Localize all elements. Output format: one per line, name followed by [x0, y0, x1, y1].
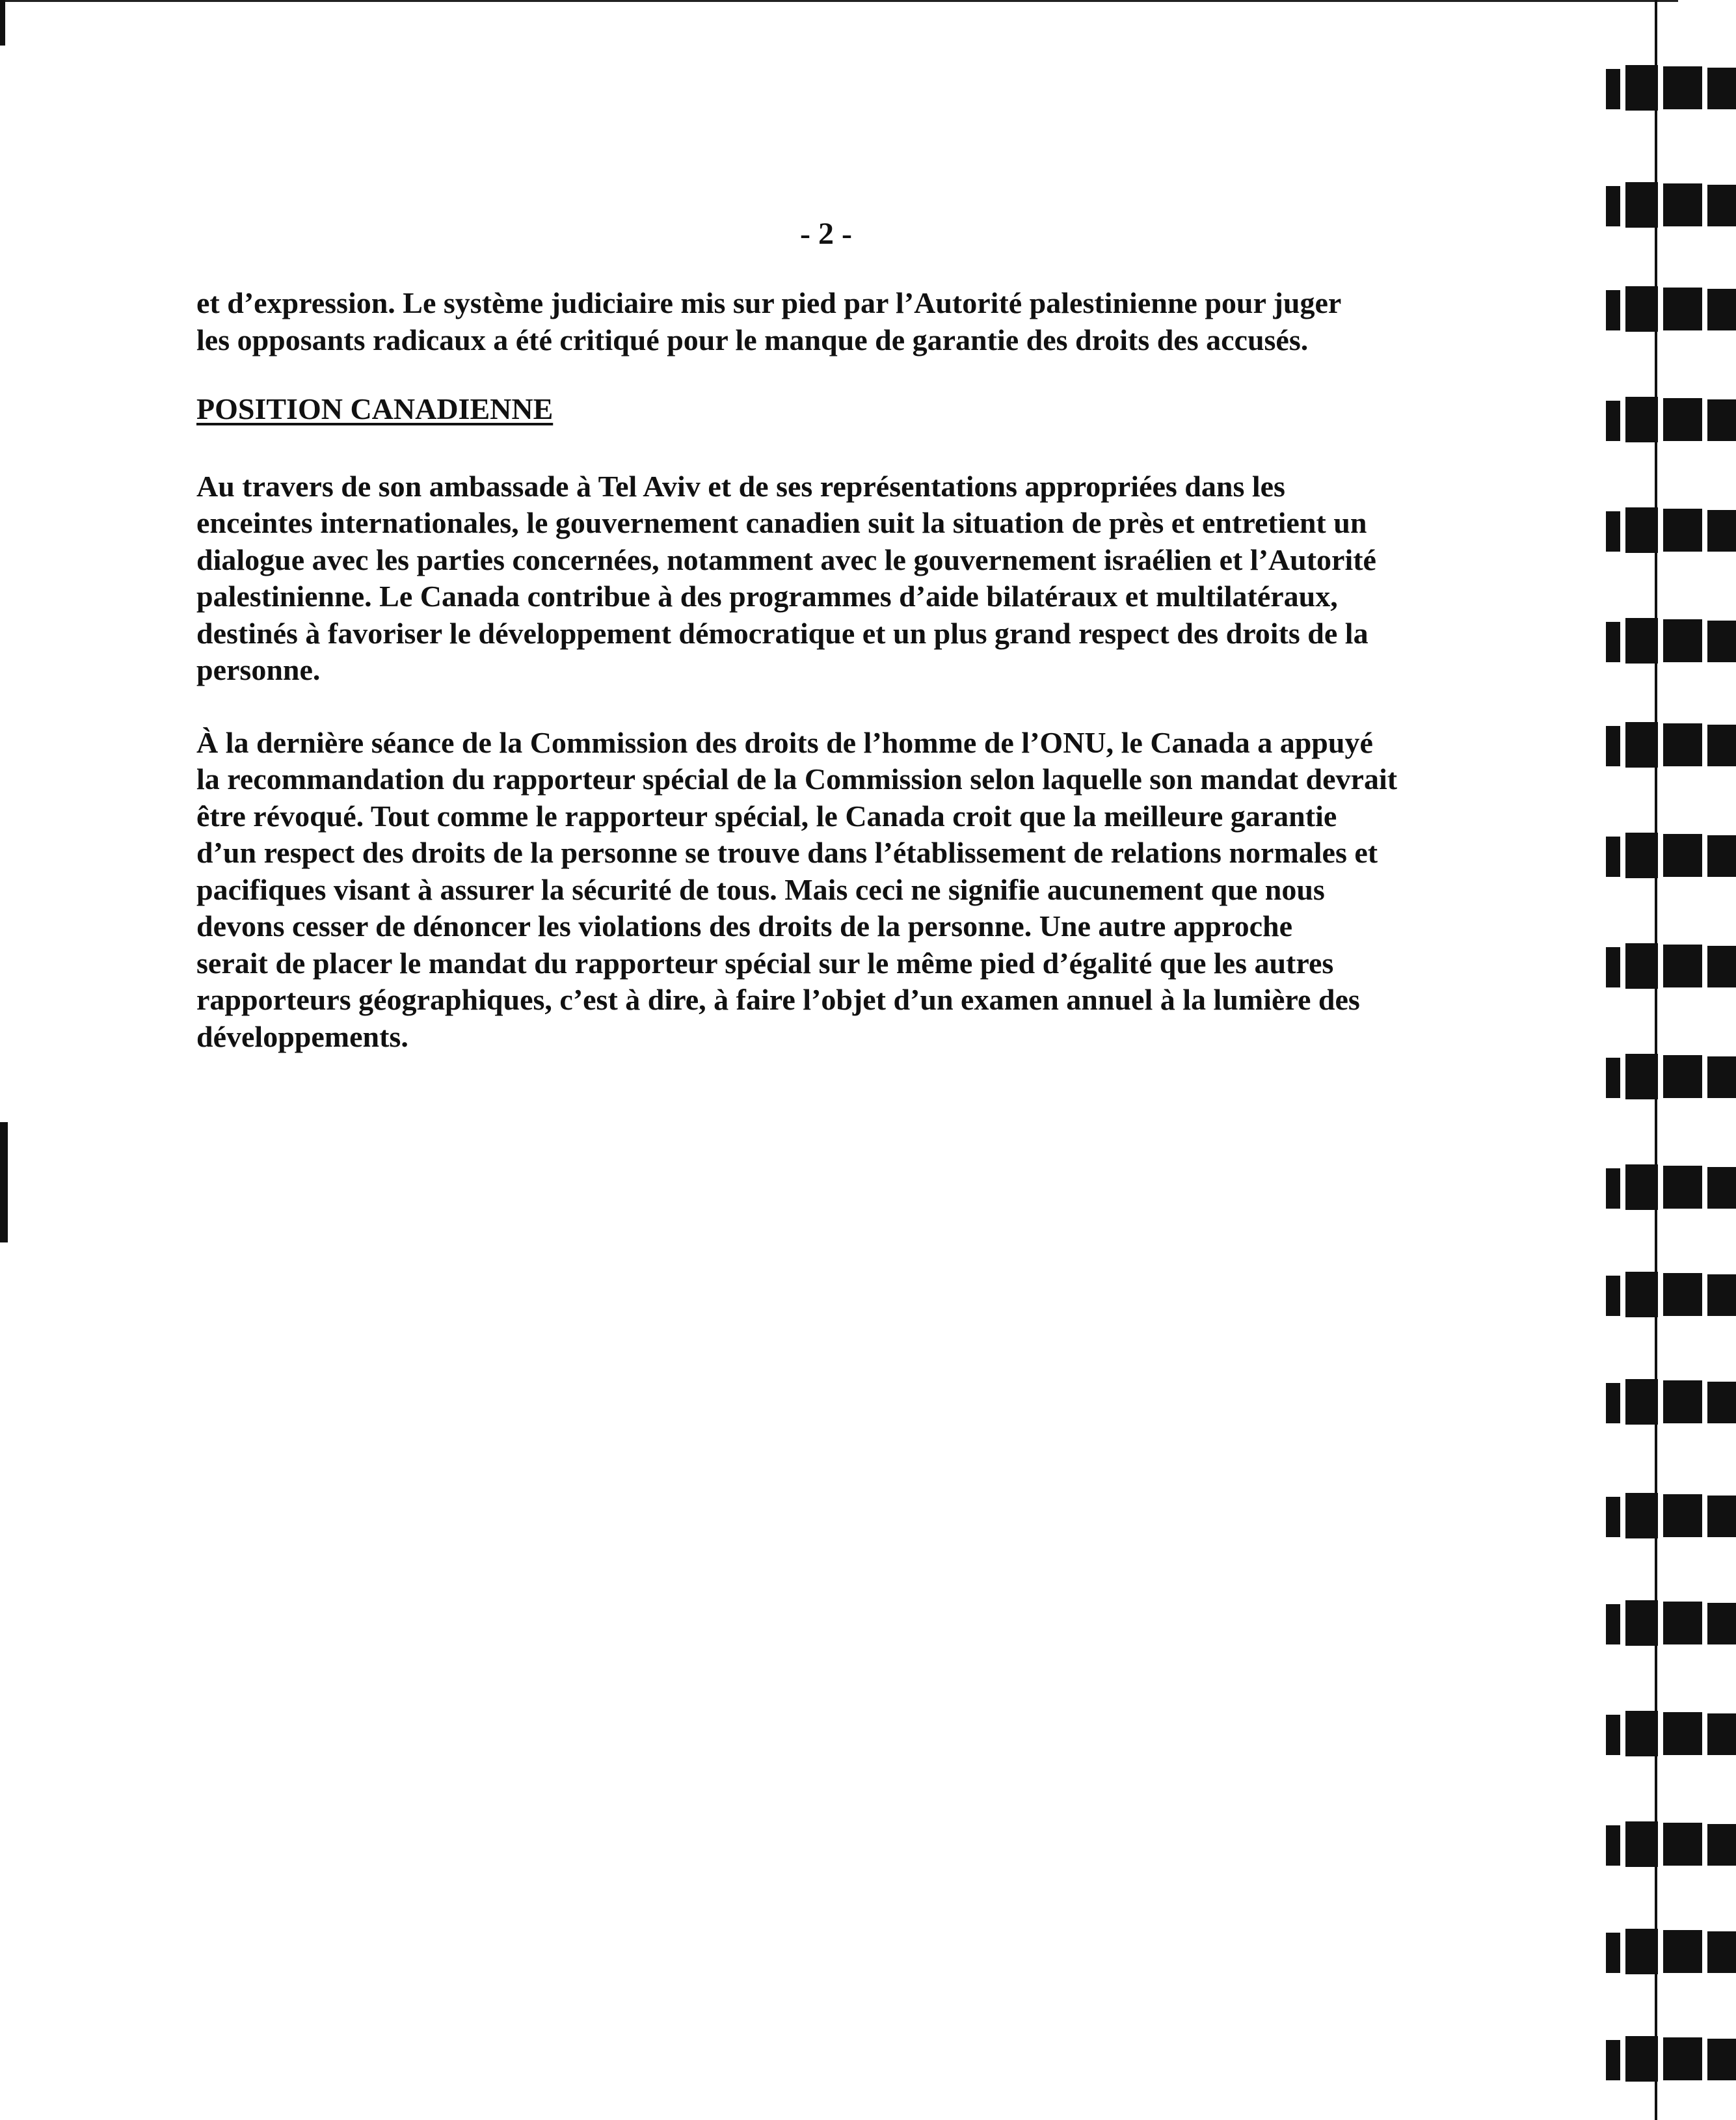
left-edge-mark-top — [0, 0, 5, 46]
text-line: devons cesser de dénoncer les violations des droits de la personne. Une autre approche — [196, 909, 1292, 943]
text-line: palestinienne. Le Canada contribue à des programmes d’aide bilatéraux et multilatéraux, — [196, 580, 1338, 613]
paragraph-un-commission — [196, 725, 1458, 1056]
text-line: rapporteurs géographiques, c’est à dire, à faire l’objet d’un examen annuel à la lumière des — [196, 983, 1360, 1016]
binding-ring — [1593, 1379, 1736, 1426]
text-line: serait de placer le mandat du rapporteur spécial sur le même pied d’égalité que les autres — [196, 946, 1334, 980]
text-line: dialogue avec les parties concernées, notamment avec le gouvernement israélien et l’Autorité — [196, 543, 1376, 576]
binding-ring — [1593, 65, 1736, 112]
binding-ring — [1593, 507, 1736, 554]
binding-ring — [1593, 1600, 1736, 1647]
text-line: enceintes internationales, le gouvernement canadien suit la situation de près et entretient un — [196, 506, 1367, 539]
left-edge-mark-middle — [0, 1122, 8, 1242]
binding-ring — [1593, 2036, 1736, 2083]
document-body — [196, 221, 1458, 1055]
paragraph-canadian-position — [196, 468, 1458, 689]
top-edge-rule — [0, 0, 1678, 2]
text-line: les opposants radicaux a été critiqué pour le manque de garantie des droits des accusés. — [196, 323, 1309, 356]
text-line: être révoqué. Tout comme le rapporteur spécial, le Canada croit que la meilleure garantie — [196, 799, 1337, 833]
binding-ring — [1593, 1272, 1736, 1319]
binding-ring — [1593, 1711, 1736, 1758]
binding-ring — [1593, 943, 1736, 990]
text-line: et d’expression. Le système judiciaire mis sur pied par l’Autorité palestinienne pour juger — [196, 286, 1342, 319]
text-line: pacifiques visant à assurer la sécurité de tous. Mais ceci ne signifie aucunement que nous — [196, 872, 1325, 906]
binding-ring — [1593, 1493, 1736, 1540]
binding-ring — [1593, 286, 1736, 333]
binding-ring — [1593, 1821, 1736, 1868]
binding-ring — [1593, 722, 1736, 769]
page-number: - 2 - — [800, 217, 852, 251]
text-line: À la dernière séance de la Commission des droits de l’homme de l’ONU, le Canada a appuyé — [196, 725, 1373, 759]
binding-ring — [1593, 182, 1736, 229]
section-heading: POSITION CANADIENNE — [196, 392, 554, 425]
binding-ring — [1593, 833, 1736, 879]
binding-ring — [1593, 397, 1736, 444]
binding-ring — [1593, 1164, 1736, 1211]
text-line: Au travers de son ambassade à Tel Aviv et de ses représentations appropriées dans les — [196, 469, 1285, 503]
text-line: destinés à favoriser le développement démocratique et un plus grand respect des droits de la — [196, 616, 1369, 650]
text-line: la recommandation du rapporteur spécial de la Commission selon laquelle son mandat devrait — [196, 762, 1398, 796]
text-line: développements. — [196, 1019, 408, 1053]
text-line: d’un respect des droits de la personne se trouve dans l’établissement de relations normales et — [196, 836, 1378, 869]
spiral-binding — [1593, 0, 1736, 2120]
intro-paragraph — [196, 285, 1458, 358]
binding-ring — [1593, 618, 1736, 665]
binding-ring — [1593, 1054, 1736, 1101]
text-line: personne. — [196, 653, 321, 686]
binding-ring — [1593, 1929, 1736, 1976]
